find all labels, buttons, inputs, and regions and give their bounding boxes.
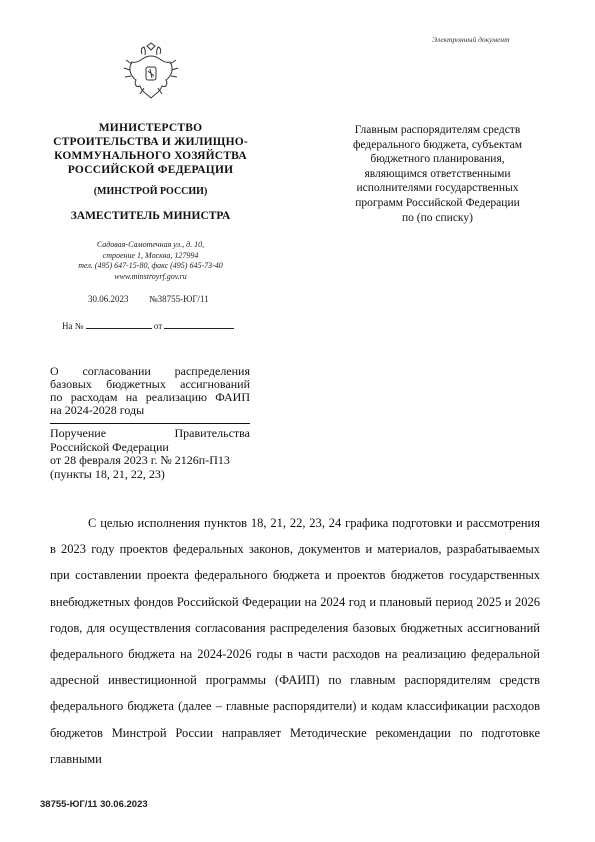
position-title: ЗАМЕСТИТЕЛЬ МИНИСТРА <box>70 210 231 222</box>
address-line: строение 1, Москва, 127994 <box>102 250 199 260</box>
subject-line: базовых бюджетных ассигнований <box>50 377 250 391</box>
order-line-left: Поручение <box>50 426 107 440</box>
ministry-name-line: РОССИЙСКОЙ ФЕДЕРАЦИИ <box>67 164 234 176</box>
ministry-name-line: КОММУНАЛЬНОГО ХОЗЯЙСТВА <box>54 150 247 162</box>
recipient-line: по (по списку) <box>402 211 473 224</box>
order-line-right: Правительства <box>174 426 250 440</box>
ministry-address <box>48 240 253 282</box>
address-line: тел. (495) 647-15-80, факс (495) 645-73-40 <box>78 261 223 270</box>
registration-line <box>88 294 209 304</box>
subject-divider <box>50 423 250 424</box>
address-line: www.minstroyrf.gov.ru <box>114 271 187 281</box>
ministry-name <box>48 121 253 177</box>
recipient-line: федерального бюджета, субъектам <box>352 138 523 151</box>
letter-body <box>50 510 540 772</box>
electronic-document-stamp: Электронный документ <box>432 35 510 44</box>
ministry-name-line: МИНИСТЕРСТВО <box>98 122 203 134</box>
recipient-block <box>330 123 545 225</box>
order-line: (пункты 18, 21, 22, 23) <box>50 466 165 481</box>
reference-date-blank <box>164 319 234 329</box>
subject-line: по расходам на реализацию ФАИП <box>50 390 250 404</box>
ministry-short-name: (МИНСТРОЙ РОССИИ) <box>93 186 208 197</box>
registration-number: №38755-ЮГ/11 <box>149 294 209 304</box>
order-line: Российской Федерации <box>50 439 169 454</box>
reference-from: от <box>153 321 163 331</box>
recipient-line: программ Российской Федерации <box>355 196 520 209</box>
subject-line: на 2024-2028 годы <box>50 403 145 417</box>
recipient-line: бюджетного планирования, <box>370 153 505 166</box>
government-order-reference <box>50 427 250 481</box>
letter-subject <box>50 365 250 417</box>
reference-line <box>62 319 234 331</box>
ministry-name-line: СТРОИТЕЛЬСТВА И ЖИЛИЩНО- <box>53 136 248 148</box>
address-line: Садовая-Самотечная ул., д. 10, <box>96 240 205 249</box>
coat-of-arms-emblem <box>122 42 180 102</box>
reference-prefix: На № <box>62 321 84 331</box>
recipient-line: являющимся ответственными <box>364 167 511 180</box>
registration-date: 30.06.2023 <box>88 294 129 304</box>
subject-line: О согласовании распределения <box>50 364 250 378</box>
recipient-line: Главным распорядителям средств <box>354 124 521 136</box>
document-footer-number: 38755-ЮГ/11 30.06.2023 <box>40 799 148 810</box>
order-line: от 28 февраля 2023 г. № 2126п-П13 <box>50 453 230 467</box>
recipient-line: исполнителями государственных <box>356 182 519 195</box>
reference-number-blank <box>86 319 152 329</box>
body-paragraph: С целью исполнения пунктов 18, 21, 22, 23, 24 графика подготовки и рассмотрения в 2023 году проектов федеральных законов, документов и материалов, разрабатываемых при составлении проекта федерального бюджета и проектов бюджетов государственных внебюджетных фондов Российской Федерации на 2024 год и плановый период 2025 и 2026 годов, для осуществления согласования распределения базовых бюджетных ассигнований федерального бюджета на 2024-2026 годы в части расходов на реализацию федеральной адресной инвестиционной программы (ФАИП) по главным распорядителям средств федерального бюджета (далее – главные распорядители) и кодам классификации расходов бюджетов Минстрой России направляет Методические рекомендации по подготовке главными <box>50 516 540 766</box>
